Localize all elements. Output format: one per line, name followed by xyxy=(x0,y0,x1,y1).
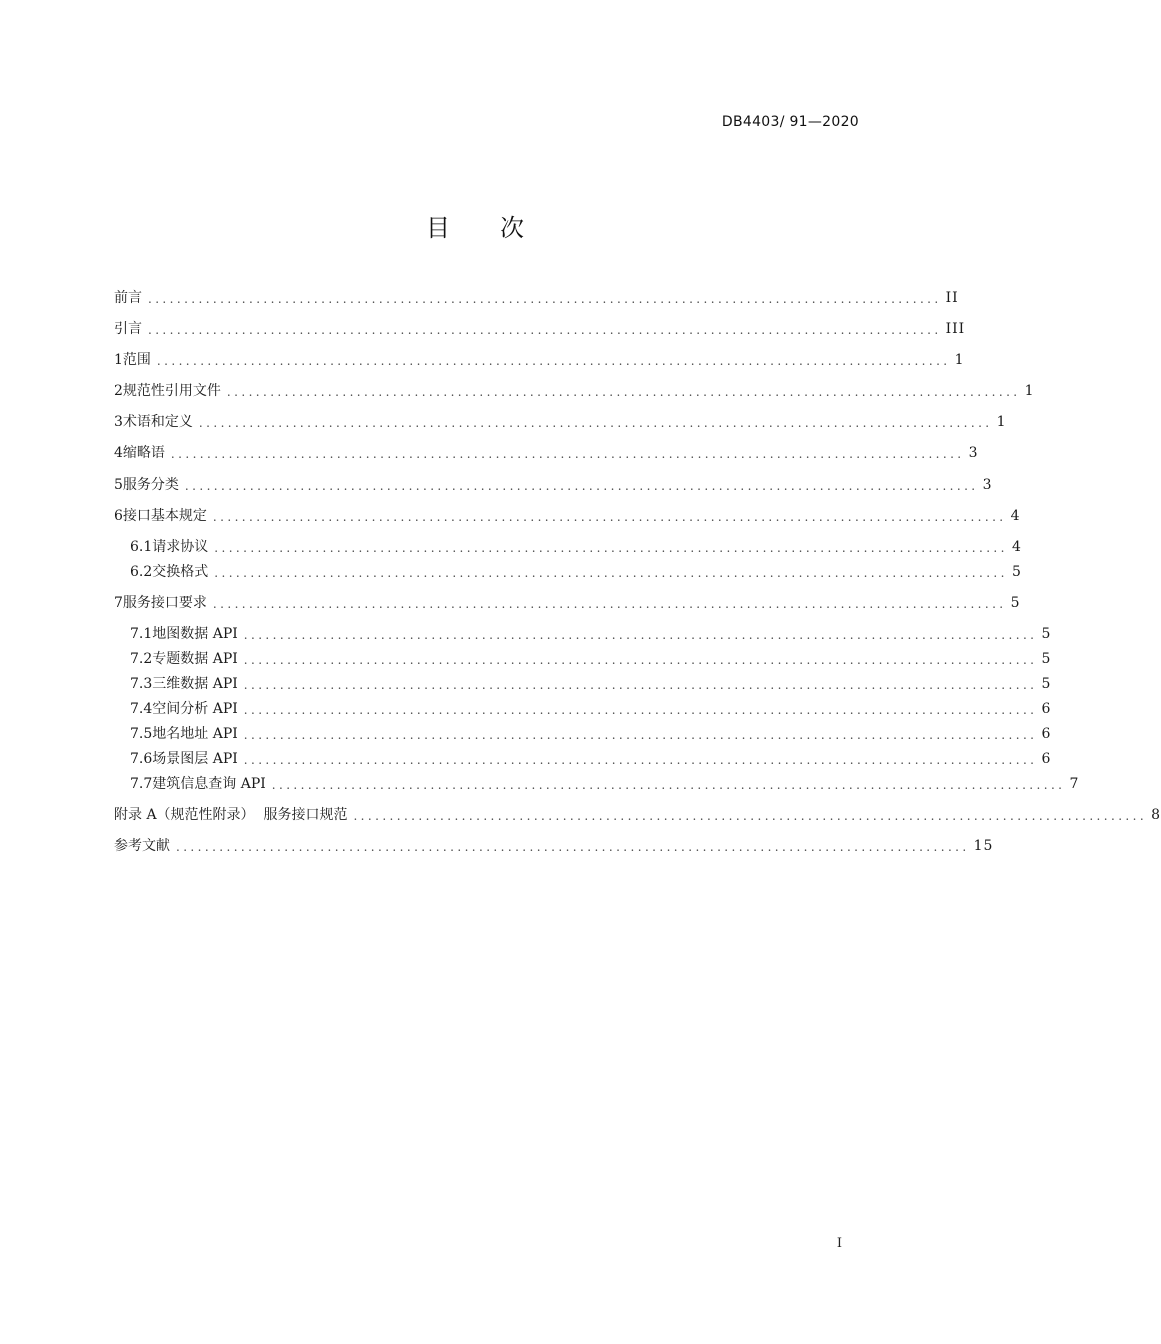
toc-entry-page: 5 xyxy=(1041,676,1052,692)
toc-entry-page: 3 xyxy=(982,477,993,493)
toc-entry-number: 7.5 xyxy=(130,726,153,742)
toc-entry-6-1[interactable] xyxy=(130,537,1022,557)
toc-leader-dots: .............................................................................................................. xyxy=(243,703,1038,717)
toc-entry-page: 3 xyxy=(968,445,979,461)
toc-leader-dots: .............................................................................................................. xyxy=(156,354,951,368)
toc-entry-6-2[interactable] xyxy=(130,562,1022,582)
toc-leader-dots: .............................................................................................................. xyxy=(212,597,1007,611)
toc-entry-number: 7.3 xyxy=(130,676,153,692)
toc-entry-7-7[interactable] xyxy=(130,774,1080,794)
toc-entry-7-3[interactable] xyxy=(130,674,1052,694)
toc-leader-dots: .............................................................................................................. xyxy=(214,566,1008,580)
toc-entry-introduction[interactable] xyxy=(114,319,966,339)
toc-entry-label: 附录 A（规范性附录） 服务接口规范 xyxy=(114,807,348,823)
toc-entry-page: 5 xyxy=(1011,564,1022,580)
toc-entry-label: 服务接口要求 xyxy=(122,595,207,611)
toc-entry-label: 请求协议 xyxy=(152,539,209,555)
toc-entry-label: 接口基本规定 xyxy=(122,508,207,524)
toc-entry-label: 规范性引用文件 xyxy=(122,383,221,399)
toc-leader-dots: .............................................................................................................. xyxy=(170,447,965,461)
toc-entry-number: 6.1 xyxy=(130,539,153,555)
toc-entry-page: 1 xyxy=(954,352,965,368)
toc-entry-label: 缩略语 xyxy=(122,445,165,461)
toc-leader-dots: .............................................................................................................. xyxy=(243,728,1038,742)
toc-leader-dots: .............................................................................................................. xyxy=(271,778,1066,792)
toc-entry-number: 7.4 xyxy=(130,701,153,717)
toc-entry-number: 7.7 xyxy=(130,776,153,792)
toc-entry-label: 专题数据 API xyxy=(152,651,238,667)
toc-entry-page: 7 xyxy=(1069,776,1080,792)
toc-entry-number: 7.6 xyxy=(130,751,153,767)
toc-entry-page: 6 xyxy=(1041,701,1052,717)
toc-entry-7-2[interactable] xyxy=(130,649,1052,669)
toc-leader-dots: .............................................................................................................. xyxy=(148,292,942,306)
toc-entry-label: 场景图层 API xyxy=(152,751,238,767)
toc-leader-dots: .............................................................................................................. xyxy=(243,628,1038,642)
toc-entry-number: 1 xyxy=(114,352,123,368)
toc-entry-page: 6 xyxy=(1041,751,1052,767)
toc-entry-label: 交换格式 xyxy=(152,564,209,580)
toc-leader-dots: .............................................................................................................. xyxy=(243,753,1038,767)
toc-entry-number: 7.2 xyxy=(130,651,153,667)
standard-code: DB4403/ 91—2020 xyxy=(721,114,859,130)
toc-entry-7-6[interactable] xyxy=(130,749,1052,769)
toc-entry-number: 4 xyxy=(114,445,123,461)
toc-leader-dots: .............................................................................................................. xyxy=(353,809,1148,823)
toc-entry-page: 15 xyxy=(973,838,994,854)
toc-leader-dots: .............................................................................................................. xyxy=(176,840,970,854)
toc-leader-dots: .............................................................................................................. xyxy=(184,479,979,493)
title-char-2: 次 xyxy=(500,214,524,242)
toc-entry-page: 4 xyxy=(1010,508,1021,524)
toc-entry-page: III xyxy=(945,321,966,337)
toc-entry-number: 3 xyxy=(114,414,123,430)
toc-leader-dots: .............................................................................................................. xyxy=(243,653,1038,667)
toc-entry-7-1[interactable] xyxy=(130,624,1052,644)
toc-entry-appendix-a[interactable] xyxy=(114,805,1161,825)
toc-entry-label: 术语和定义 xyxy=(122,414,193,430)
toc-entry-label: 地图数据 API xyxy=(152,626,238,642)
toc-leader-dots: .............................................................................................................. xyxy=(198,416,993,430)
page-number: I xyxy=(836,1236,842,1251)
title-char-1: 目 xyxy=(426,214,450,242)
toc-entry-page: 5 xyxy=(1041,651,1052,667)
toc-entry-page: 5 xyxy=(1041,626,1052,642)
toc-entry-7-4[interactable] xyxy=(130,699,1052,719)
toc-leader-dots: .............................................................................................................. xyxy=(214,541,1008,555)
toc-entry-label: 建筑信息查询 API xyxy=(152,776,266,792)
toc-entry-label: 三维数据 API xyxy=(152,676,238,692)
toc-entry-number: 6.2 xyxy=(130,564,153,580)
toc-entry-page: 8 xyxy=(1151,807,1161,823)
toc-leader-dots: .............................................................................................................. xyxy=(243,678,1038,692)
toc-entry-page: 1 xyxy=(996,414,1007,430)
toc-entry-5[interactable] xyxy=(114,475,993,495)
toc-entry-label: 参考文献 xyxy=(114,838,170,854)
toc-entry-7[interactable] xyxy=(114,593,1021,613)
toc-entry-page: 5 xyxy=(1010,595,1021,611)
toc-leader-dots: .............................................................................................................. xyxy=(226,385,1021,399)
toc-entry-label: 范围 xyxy=(122,352,151,368)
toc-entry-label: 引言 xyxy=(114,321,142,337)
toc-entry-7-5[interactable] xyxy=(130,724,1052,744)
toc-entry-number: 7.1 xyxy=(130,626,153,642)
toc-entry-1[interactable] xyxy=(114,350,965,370)
toc-entry-label: 地名地址 API xyxy=(152,726,238,742)
toc-entry-6[interactable] xyxy=(114,506,1021,526)
toc-entry-number: 6 xyxy=(114,508,123,524)
toc-entry-3[interactable] xyxy=(114,412,1007,432)
toc-entry-number: 5 xyxy=(114,477,123,493)
toc-entry-label: 前言 xyxy=(114,290,142,306)
toc-entry-page: 6 xyxy=(1041,726,1052,742)
toc-entry-references[interactable] xyxy=(114,836,994,856)
toc-entry-2[interactable] xyxy=(114,381,1035,401)
toc-entry-label: 空间分析 API xyxy=(152,701,238,717)
toc-entry-4[interactable] xyxy=(114,443,979,463)
toc-entry-foreword[interactable] xyxy=(114,288,959,308)
toc-entry-label: 服务分类 xyxy=(122,477,179,493)
toc-entry-number: 2 xyxy=(114,383,123,399)
toc-entry-page: 1 xyxy=(1024,383,1035,399)
toc-leader-dots: .............................................................................................................. xyxy=(212,510,1007,524)
toc-entry-page: 4 xyxy=(1011,539,1022,555)
toc-entry-number: 7 xyxy=(114,595,123,611)
toc-entry-page: II xyxy=(945,290,959,306)
toc-leader-dots: .............................................................................................................. xyxy=(148,323,942,337)
